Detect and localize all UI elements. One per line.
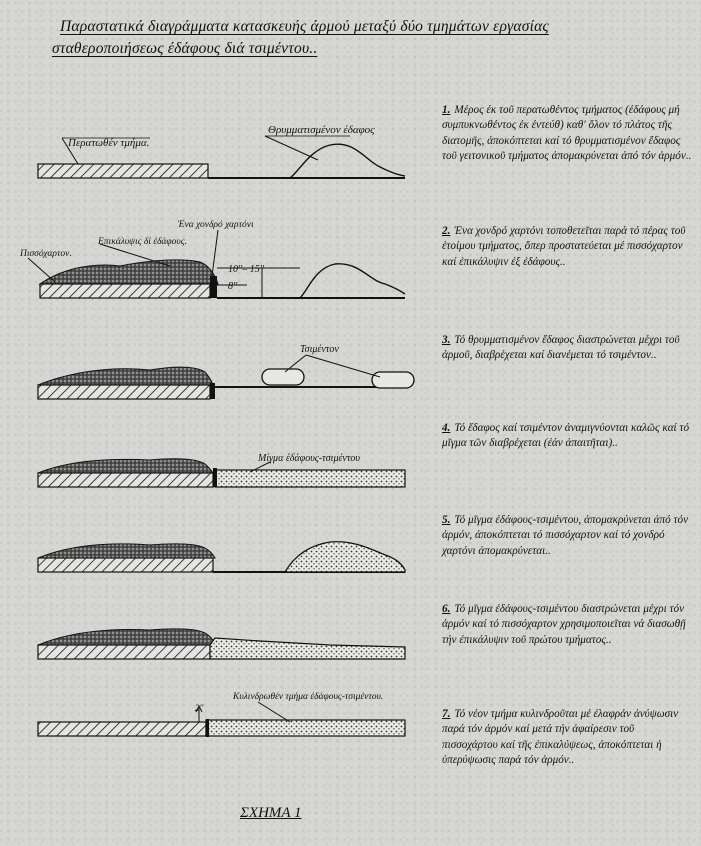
step-description: Τό νέον τμήμα κυλινδροῦται μέ ἐλαφράν ἀνύψωσιν παρά τόν ἁρμόν καί μετά τήν ἀφαίρεσιν τοῦ πισσοχάρτου καί τῆς ἐπικαλύψεως, ἀποκόπτεται ἡ ὑπερύψωσις παρά τόν ἁρμόν.. [442,708,679,766]
loose-soil-mound [300,264,405,298]
diagram-step-1 [38,124,405,178]
header-board [210,276,217,298]
soil-cement-mix [210,638,405,659]
step-number: 6. [442,603,451,615]
loose-soil-mound [290,144,405,178]
step-description: Τό θρυμματισμένον ἔδαφος διαστρώνεται μέχρι τοῦ ἁρμοῦ, διαβρέχεται καί διανέμεται τό τσιμέντον.. [442,334,680,362]
diagram-step-4 [38,453,405,487]
diagram-step-2 [19,220,405,298]
label-cement: Τσιμέντον [300,344,339,355]
label-finished-section: Περατωθέν τμήμα. [68,137,150,149]
title-line-1: Παραστατικά διαγράμματα κατασκευής άρμού μεταξύ δύο τμημάτων εργασίας [60,18,549,35]
finished-section [38,558,213,572]
finished-section [38,645,210,659]
soil-cover [40,260,218,284]
step-1-text [442,103,692,164]
step-description: Ένα χονδρό χαρτόνι τοποθετεῖται παρά τό πέρας τοῦ ἑτοίμου τμήματος, ὅπερ προστατεύεται μέ πισσόχαρτον καί ἐπικάλυψιν ἐξ ἐδάφους.. [442,225,686,268]
soil-cover [38,544,215,558]
step-6-text [442,602,692,648]
step-2-text [442,224,692,270]
diagram-step-3 [38,344,414,399]
step-number: 2. [442,225,451,237]
cement-bag [372,372,414,388]
soil-cement-mix [215,470,405,487]
mixed-soil-mound [285,542,405,572]
step-description: Τό ἔδαφος καί τσιμέντον ἀναμιγνύονται καλῶς καί τό μῖγμα τῶν διαβρέχεται (ἐάν ἀπαιτῆται).. [442,422,690,450]
finished-section [40,284,210,298]
soil-cover [38,629,215,645]
label-tar-paper: Πισσόχαρτον. [20,249,72,259]
diagram-step-6 [38,629,405,659]
label-header-board: Ένα χονδρό χαρτόνι [178,220,254,230]
soil-cover [38,367,213,385]
step-number: 7. [442,708,451,720]
diagram-step-5 [38,542,405,572]
step-4-text [442,421,692,452]
step-3-text [442,333,692,364]
step-5-text [442,513,692,559]
label-rolled-section: Κυλινδρωθέν τμήμα έδάφους-τσιμέντου. [233,692,384,702]
dimension-10-15: 10''– 15'' [228,264,265,275]
step-number: 5. [442,514,451,526]
label-soil-cover: Επικάλυψις δί έδάφους. [98,237,188,247]
label-soil-cement-mix: Μίγμα έδάφους-τσιμέντου [258,453,361,464]
rolled-section [206,720,405,736]
figure-caption: ΣΧΗΜΑ 1 [240,805,302,821]
finished-section [38,722,206,736]
step-number: 3. [442,334,451,346]
cement-bag [262,369,304,385]
title-line-2: σταθεροποιήσεως έδάφους διά τσιμέντου.. [52,40,318,57]
finished-section [38,164,208,178]
step-description: Μέρος έκ τοῦ περατωθέντος τμήματος (έδάφους μή συμπυκνωθέντος έκ έντεύθ) καθ' ὅλον τό πλάτος τῆς διατομῆς, ἀποκόπτεται καί τό θρυμματισμένον ἔδαφος τοῦ γειτονικοῦ τμήματος ἀπομακρύνεται ἀπό τόν ἁρμόν.. [442,104,692,162]
finished-section [38,385,210,399]
dimension-8: 8'' [228,281,238,292]
step-description: Τό μῖγμα ἐδάφους-τσιμέντου διαστρώνεται μέχρι τόν ἁρμόν καί τό πισσόχαρτον χρησιμοποιεῖται νά διασωθῇ τήν ἐπικάλυψιν τοῦ πρώτου τμήματος.. [442,603,686,646]
finished-section [38,473,213,487]
step-description: Τό μῖγμα ἐδάφους-τσιμέντου, ἀπομακρύνεται ἀπό τόν ἁρμόν, ἀποκόπτεται τό πισσόχαρτον καί τό χονδρό χαρτόνι ἀπομακρύνεται.. [442,514,689,557]
label-loose-soil: Θρυμματισμένον έδαφος [268,124,375,136]
step-7-text [442,707,692,768]
step-number: 4. [442,422,451,434]
step-number: 1. [442,104,451,116]
diagram-step-7 [38,692,405,737]
soil-cover [38,459,213,473]
dimension-2: 2'' [195,703,204,713]
